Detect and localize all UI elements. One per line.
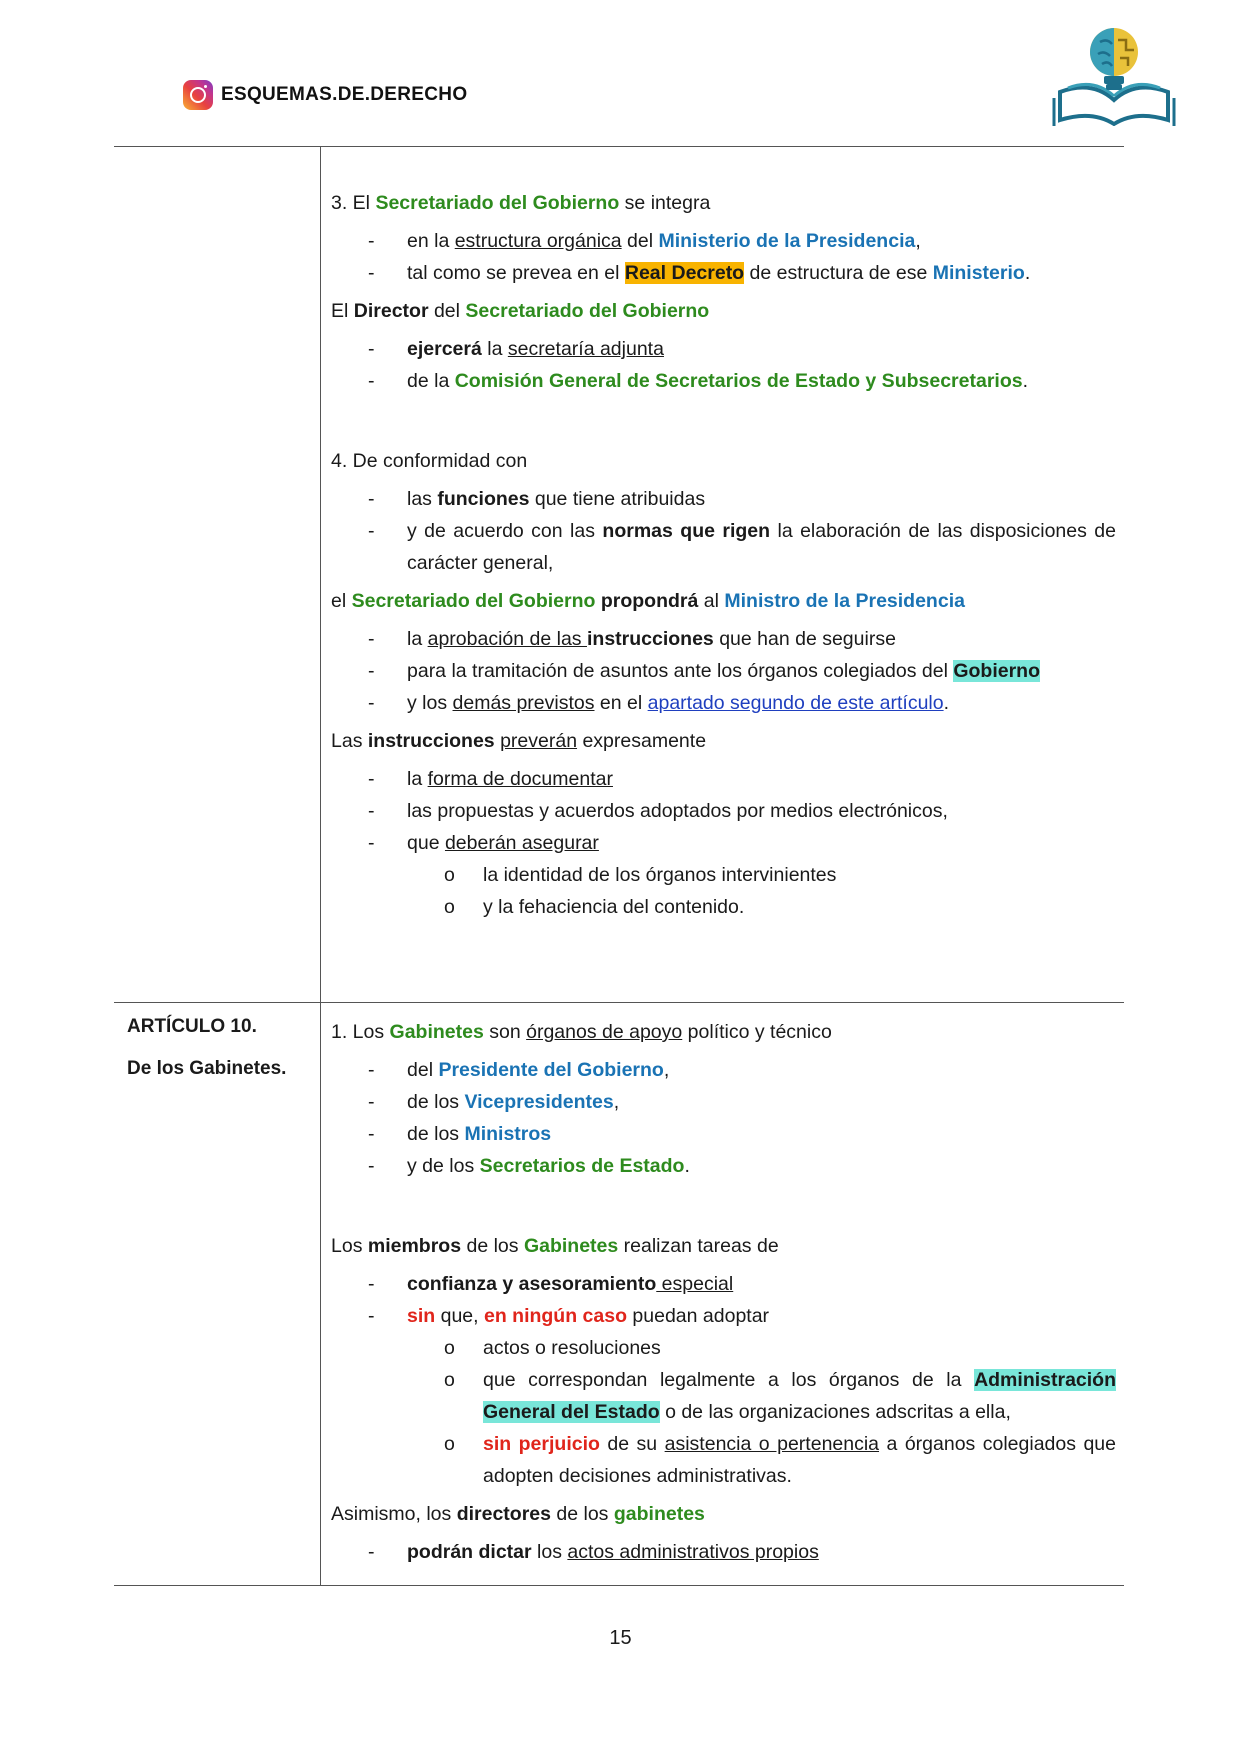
article-number: ARTÍCULO 10. — [127, 1016, 257, 1037]
list-item: - y de los Secretarios de Estado. — [331, 1150, 1116, 1182]
list-item: - para la tramitación de asuntos ante los órganos colegiados del Gobierno — [331, 655, 1116, 687]
s4-intro: 4. De conformidad con — [331, 450, 528, 472]
a10-intro: 1. Los Gabinetes son órganos de apoyo político y técnico — [331, 1021, 832, 1043]
s3-list — [331, 225, 1116, 289]
list-item: - que deberán asegurar o la identidad de los órganos intervinientes o y la fehaciencia del contenido. — [331, 827, 1116, 923]
list-item: - ejercerá la secretaría adjunta — [331, 333, 1116, 365]
brand-name: ESQUEMAS.DE.DERECHO — [221, 84, 468, 105]
a10-list — [331, 1054, 1116, 1182]
list-item: - sin que, en ningún caso puedan adoptar o actos o resoluciones o que correspondan legalmente a los órganos de la Administración General del Estado o de las organizaciones adscritas a ella, o sin perjuicio de su asistencia o pertenencia a órganos colegiados que adopten decisiones administrativas. — [331, 1300, 1116, 1492]
s3-director-list — [331, 333, 1116, 397]
s4-proposal: el Secretariado del Gobierno propondrá al Ministro de la Presidencia — [331, 590, 965, 612]
list-item: - en la estructura orgánica del Ministerio de la Presidencia, — [331, 225, 1116, 257]
a10-directors: Asimismo, los directores de los gabinetes — [331, 1503, 705, 1525]
list-item: - y los demás previstos en el apartado segundo de este artículo. — [331, 687, 1116, 719]
list-item: - de la Comisión General de Secretarios de Estado y Subsecretarios. — [331, 365, 1116, 397]
a10-members-list — [331, 1268, 1116, 1492]
s4-proposal-list — [331, 623, 1116, 719]
article-section-link[interactable]: apartado segundo de este artículo — [647, 692, 944, 714]
instagram-icon — [183, 80, 213, 110]
list-item: - de los Ministros — [331, 1118, 1116, 1150]
sublist-item: o que correspondan legalmente a los órganos de la Administración General del Estado o de las organizaciones adscritas a ella, — [407, 1364, 1116, 1428]
a10-sublist — [407, 1332, 1116, 1492]
a10-members: Los miembros de los Gabinetes realizan tareas de — [331, 1235, 779, 1257]
article-heading — [127, 1016, 286, 1100]
sublist-item: o la identidad de los órganos intervinientes — [407, 859, 1116, 891]
s4-instructions-list — [331, 763, 1116, 923]
sublist-item: o y la fehaciencia del contenido. — [407, 891, 1116, 923]
list-item: - las funciones que tiene atribuidas — [331, 483, 1116, 515]
sublist-item: o actos o resoluciones — [407, 1332, 1116, 1364]
list-item: - del Presidente del Gobierno, — [331, 1054, 1116, 1086]
list-item: - de los Vicepresidentes, — [331, 1086, 1116, 1118]
section-3-4-content — [331, 187, 1116, 929]
s4-list — [331, 483, 1116, 579]
list-item: - tal como se prevea en el Real Decreto de estructura de ese Ministerio. — [331, 257, 1116, 289]
brand-header — [183, 80, 467, 110]
list-item: - confianza y asesoramiento especial — [331, 1268, 1116, 1300]
sublist-item: o sin perjuicio de su asistencia o pertenencia a órganos colegiados que adopten decisiones administrativas. — [407, 1428, 1116, 1492]
a10-directors-list — [331, 1536, 1116, 1568]
list-item: - la aprobación de las instrucciones que han de seguirse — [331, 623, 1116, 655]
list-item: - podrán dictar los actos administrativos propios — [331, 1536, 1116, 1568]
lightbulb-book-icon — [1052, 22, 1176, 126]
list-item: - las propuestas y acuerdos adoptados por medios electrónicos, — [331, 795, 1116, 827]
s3-intro: 3. El Secretariado del Gobierno se integra — [331, 192, 711, 214]
table-top-rule — [114, 146, 1124, 147]
table-column-divider — [320, 146, 321, 1586]
s3-director: El Director del Secretariado del Gobierno — [331, 300, 710, 322]
list-item: - la forma de documentar — [331, 763, 1116, 795]
table-bottom-rule — [114, 1585, 1124, 1586]
article-title: De los Gabinetes. — [127, 1058, 287, 1079]
list-item: - y de acuerdo con las normas que rigen la elaboración de las disposiciones de carácter general, — [331, 515, 1116, 579]
s4-sublist — [407, 859, 1116, 923]
article-10-content — [331, 1016, 1116, 1574]
s4-instructions: Las instrucciones preverán expresamente — [331, 730, 707, 752]
page-number: 15 — [609, 1627, 632, 1649]
table-row-divider — [114, 1002, 1124, 1003]
